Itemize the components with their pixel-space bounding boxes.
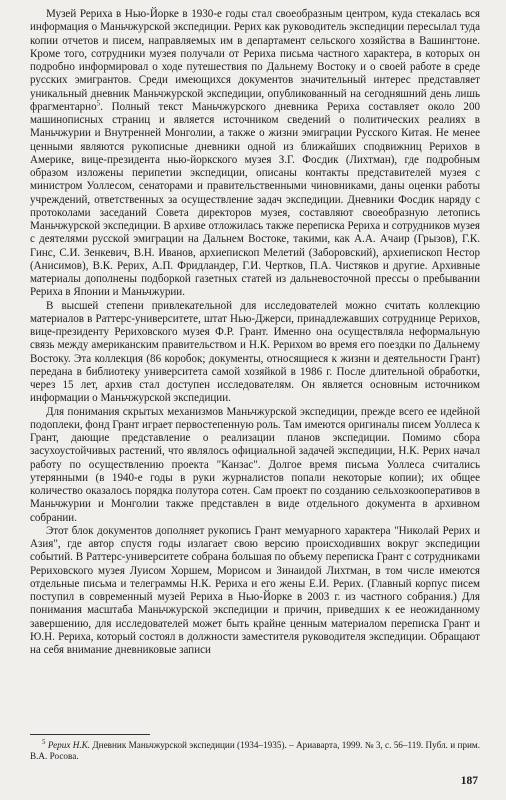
paragraph-4: Этот блок документов дополняет рукопись Грант мемуарного характера "Николай Рерих и Азия", где автор спустя годы излагает свою версию происходивших вокруг экспедиции событий. В Раттерс-университете собрана большая по объему переписка Грант с сотрудниками Рериховского музея Луисом Хоршем, Морисом и Зинаидой Лихтман, в том числе имеются отдельные письма и телеграммы Н.К. Рериха и его жены Е.И. Рерих. (Главный корпус писем поступил в современный музей Рериха в Нью-Йорке в 2003 г. из частного собрания.) Для понимания масштаба Маньчжурской экспедиции и причин, приведших к ее неожиданному завершению, для исследователей может быть крайне ценным материалом переписка Грант и Ю.Н. Рериха, который состоял в должности заместителя руководителя экспедиции. Обращают на себя внимание дневниковые записи [30,524,480,656]
footnote-number: 5 [42,737,46,746]
paragraph-1 [30,8,480,300]
paragraph-3: Для понимания скрытых механизмов Маньчжурской экспедиции, прежде всего ее идейной подоплеки, фонд Грант играет первостепенную роль. Там имеются оригиналы писем Уоллеса к Грант, дающие представление о реализации планов экспедиции. Помимо сбора засухоустойчивых растений, что являлось официальной задачей экспедиции, Н.К. Рерих начал работу по осуществлению проекта "Канзас". Долгое время письма Уоллеса считались утерянными (в 1940-е годы в руки журналистов попали некоторые копии); их общее количество оказалось порядка полутора сотен. Сам проект по созданию сельхозкооперативов в Маньчжурии и Монголии также представлен в виде отдельного документа в архивном собрании. [30,405,480,524]
paragraph-1-text-b: . Полный текст Маньчжурского дневника Рериха составляет около 200 машинописных страниц и является источником сведений о политических реалиях в Маньчжурии и Внутренней Монголии, а также о жизни эмиграции Русского Китая. Не менее ценными являются рукописные дневники одной из ближайших сподвижниц Рерихов в Америке, вице-президента нью-йоркского музея З.Г. Фосдик (Лихтман), где подробным образом изложены перипетии экспедиции, описаны контакты представителей музея с министром Уоллесом, сенаторами и правительственными чиновниками, даны оценки работы учреждений, ответственных за осуществление задач экспедиции. Дневники Фосдик наряду с протоколами заседаний Совета директоров музея, составляют своеобразную летопись Маньчжурской экспедиции. В архиве отложилась также переписка Рериха и сотрудников музея с деятелями русской эмиграции на Дальнем Востоке, такими, как А.А. Ачаир (Грызов), Г.К. Гинс, С.И. Зенкевич, В.Н. Иванов, архиепископ Мелетий (Заборовский), архиепископ Нестор (Анисимов), В.К. Рерих, А.П. Фридландер, Г.И. Чертков, П.А. Чистяков и другие. Архивные материалы дополнены подборкой газетных статей из дальневосточной прессы о пребывании Рериха в Японии и Маньчжурии. [30,100,480,299]
body-text [30,8,480,657]
paragraph-2: В высшей степени привлекательной для исследователей можно считать коллекцию материалов в Раттерс-университете, штат Нью-Джерси, принадлежавших сотруднице Рерихов, вице-президенту Рериховского музея Ф.Р. Грант. Именно она осуществляла неформальную связь между американским правительством и Н.К. Рерихом во время его поездки по Дальнему Востоку. Эта коллекция (86 коробок; документы, относящиеся к жизни и деятельности Грант) передана в библиотеку университета самой хозяйкой в 1986 г. После длительной обработки, через 15 лет, архив стал доступен исследователям. Он является основным источником информации о Маньчжурской экспедиции. [30,299,480,405]
footnote-reference[interactable]: 5 [96,99,101,108]
footnote-text: Дневник Маньчжурской экспедиции (1934–1935). – Ариаварта, 1999. № 3, с. 56–119. Публ. и прим. В.А. Росова. [30,740,481,762]
paragraph-1-text-a: Музей Рериха в Нью-Йорке в 1930-е годы стал своеобразным центром, куда стекалась вся информация о Маньчжурской экспедиции. Рерих как руководитель экспедиции пересылал туда копии отчетов и писем, направляемых им в департамент сельского хозяйства в Вашингтоне. Кроме того, сотрудники музея получали от Рериха письма частного характера, в которых он подробно информировал о ходе путешествия по Дальнему Востоку и о своей работе в среде русских эмигрантов. Среди имеющихся документов значительный интерес представляет уникальный дневник Маньчжурской экспедиции, опубликованный на сегодняшний день лишь фрагментарно [30,8,480,113]
footnote-author: Рерих Н.К. [47,740,91,750]
footnote-divider [30,734,150,735]
footnote [30,737,481,763]
page-number: 187 [460,775,478,787]
